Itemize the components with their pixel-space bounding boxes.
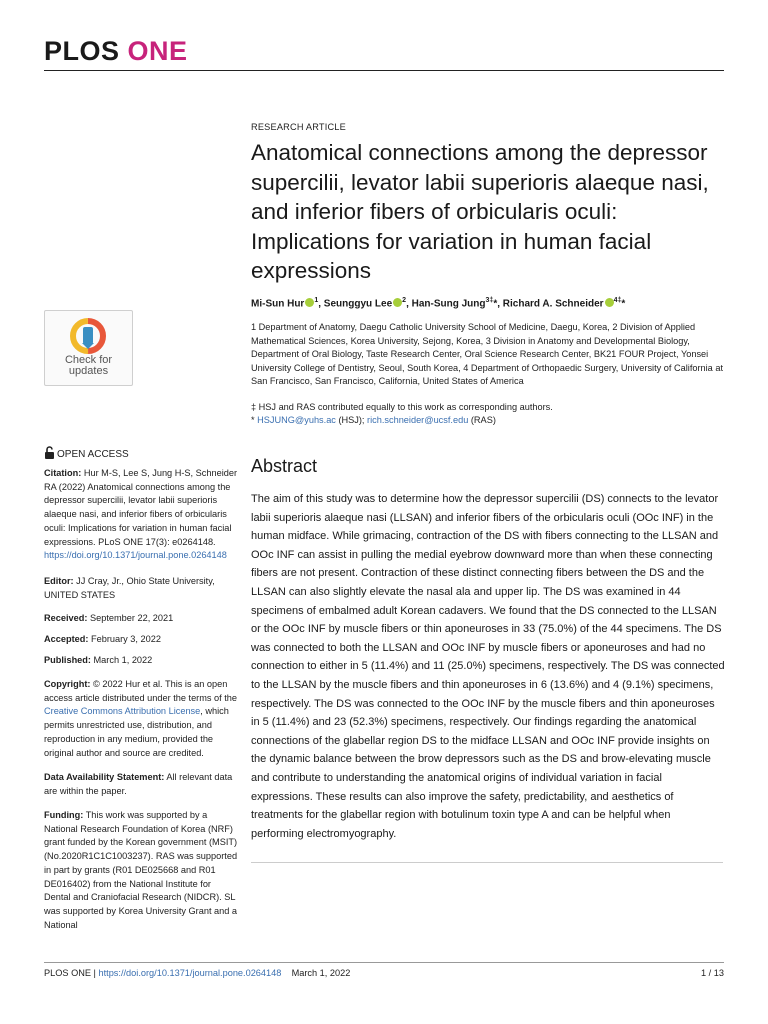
journal-logo-plos: PLOS bbox=[44, 36, 120, 66]
editor-text: JJ Cray, Jr., Ohio State University, UNITED STATES bbox=[44, 576, 215, 600]
abstract-divider bbox=[251, 862, 723, 863]
article-type: RESEARCH ARTICLE bbox=[251, 122, 346, 132]
copyright-label: Copyright: bbox=[44, 679, 91, 689]
check-for-updates-label bbox=[45, 355, 132, 377]
equal-contribution-note: ‡ HSJ and RAS contributed equally to this work as corresponding authors. bbox=[251, 402, 553, 412]
check-for-updates-icon bbox=[69, 317, 107, 355]
corresp-star: * bbox=[251, 415, 255, 425]
citation-label: Citation: bbox=[44, 468, 82, 478]
editor-block bbox=[44, 575, 240, 602]
page-number: 1 / 13 bbox=[701, 968, 724, 978]
author-affiliation-marker: 2 bbox=[402, 297, 407, 304]
received-label: Received: bbox=[44, 613, 88, 623]
orcid-icon[interactable] bbox=[393, 298, 402, 307]
data-availability-text: All relevant data are within the paper. bbox=[44, 772, 233, 796]
open-access-row bbox=[44, 446, 129, 460]
author-corresponding-marker: * bbox=[621, 298, 626, 310]
footer-separator: | bbox=[90, 968, 99, 978]
creative-commons-link[interactable]: Creative Commons Attribution License bbox=[44, 706, 201, 717]
author-name[interactable]: Seunggyu Lee bbox=[323, 298, 393, 310]
received-date: September 22, 2021 bbox=[89, 613, 174, 623]
open-lock-icon bbox=[44, 446, 55, 460]
abstract-heading: Abstract bbox=[251, 456, 318, 476]
check-for-updates-line1: Check for bbox=[64, 354, 113, 366]
accepted-label: Accepted: bbox=[44, 634, 89, 644]
copyright-block bbox=[44, 678, 240, 760]
check-for-updates-line2: updates bbox=[68, 365, 109, 377]
footer-journal: PLOS ONE bbox=[44, 968, 91, 978]
affiliations: 1 Department of Anatomy, Daegu Catholic University School of Medicine, Daegu, Korea, 2 Division of Applied Mathematical Sciences, Korea University, Sejong, Korea, 3 Division in Anatomy and Developmental Biology, Department of Oral Biology, Taste Research Center, Oral Science Research Center, BK21 FOUR Project, Yonsei University College of Dentistry, Seoul, South Korea, 4 Department of Orthopaedic Surgery, University of California at San Francisco, San Francisco, California, United States of America bbox=[251, 322, 724, 387]
email-link-ras[interactable]: rich.schneider@ucsf.edu bbox=[367, 415, 469, 425]
author-affiliation-marker: 3‡ bbox=[485, 297, 494, 304]
email-link-hsj[interactable]: HSJUNG@yuhs.ac bbox=[257, 415, 336, 425]
copyright-text-2: , which permits unrestricted use, distribution, and reproduction in any medium, provided the original author and source are credited. bbox=[44, 706, 229, 758]
accepted-date: February 3, 2022 bbox=[90, 634, 161, 644]
copyright-text-1: © 2022 Hur et al. This is an open access article distributed under the terms of the bbox=[44, 679, 238, 703]
accepted-block bbox=[44, 633, 240, 647]
footer-citation bbox=[44, 968, 350, 978]
journal-logo[interactable] bbox=[44, 36, 188, 67]
author-name[interactable]: Han-Sung Jung bbox=[411, 298, 486, 310]
author-name[interactable]: Mi-Sun Hur bbox=[251, 298, 305, 310]
data-availability-block bbox=[44, 771, 240, 798]
published-block bbox=[44, 654, 240, 668]
abstract-body: The aim of this study was to determine how the depressor supercilii (DS) connects to the levator labii superioris alaeque nasi (LLSAN) and inferior fibers of the orbicularis oculi (OOc INF) in the human midface. While grimacing, contraction of the DS with fibers connecting to the LLSAN and OOc INF can assist in pulling the medial eyebrow downward more than when these connecting fibers are not present. Contraction of these distinct connecting fibers between the DS and the LLSAN can also slightly elevate the nasal ala and upper lip. The DS was examined in 44 specimens of embalmed adult Korean cadavers. We found that the DS connected to the LLSAN or the OOc INF by muscle fibers or thin aponeuroses in 33 (75.0%) of the 44 specimens. The DS was connected to both the LLSAN and OOc INF by muscle fibers or aponeuroses and had no connection to either in 5 (11.4%) and 11 (25.0%) specimens, respectively. The DS was connected to the LLSAN by the muscle fibers and thin aponeuroses in 6 (13.6%) and 4 (9.1%) specimens, respectively. The DS was connected to the OOc INF by the muscle fibers and thin aponeuroses in 5 (11.4%) and 23 (52.3%) specimens, respectively. Our findings regarding the anatomical connections of the glabellar region DS to the midface LLSAN and OOc INF provide insights on the dynamic balance between the brow depressors such as the DS and brow-elevating muscle and contribute to understanding the anatomical origins of individual variation in facial expressions. These results can also improve the safety, predictability, and aesthetics of treatments for the glabellar region with botulinum toxin type A and can be helpful when performing electromyography. bbox=[251, 493, 725, 840]
citation-text: Hur M-S, Lee S, Jung H-S, Schneider RA (2022) Anatomical connections among the depressor supercilii, levator labii superioris alaeque nasi, and inferior fibers of orbicularis oculi: Implications for variation in human facial expressions. PLoS ONE 17(3): e0264148. bbox=[44, 468, 238, 547]
citation-block bbox=[44, 467, 240, 563]
check-for-updates-badge[interactable] bbox=[44, 310, 133, 386]
author-separator: , bbox=[406, 298, 412, 310]
footer-divider bbox=[44, 962, 724, 963]
funding-text: This work was supported by a National Research Foundation of Korea (NRF) grant funded by the Korean government (MSIT) (No.2020R1C1C1003237). RAS was supported in part by grants (R01 DE025668 and R01 DE016402) from the National Institute for Dental and Craniofacial Research (NIDCR). SL was supported by Korea University Grant and a National bbox=[44, 810, 238, 930]
author-separator: , bbox=[318, 298, 324, 310]
author-list bbox=[251, 297, 625, 309]
header-divider bbox=[44, 70, 724, 71]
editor-label: Editor: bbox=[44, 576, 74, 586]
corresponding-emails bbox=[251, 414, 729, 428]
citation-doi-link[interactable]: https://doi.org/10.1371/journal.pone.0264148 bbox=[44, 550, 227, 561]
author-corresponding-marker: * bbox=[493, 298, 498, 310]
corresp-tag-ras: (RAS) bbox=[468, 415, 496, 425]
received-block bbox=[44, 612, 240, 626]
article-title: Anatomical connections among the depressor supercilii, levator labii superioris alaeque nasi, and inferior fibers of orbicularis oculi: Implications for variation in human facial expressions bbox=[251, 140, 709, 283]
journal-logo-one: ONE bbox=[127, 36, 188, 66]
footer-doi-link[interactable]: https://doi.org/10.1371/journal.pone.0264148 bbox=[98, 968, 282, 978]
funding-label: Funding: bbox=[44, 810, 84, 820]
orcid-icon[interactable] bbox=[605, 298, 614, 307]
open-access-label: OPEN ACCESS bbox=[57, 449, 129, 460]
data-availability-label: Data Availability Statement: bbox=[44, 772, 165, 782]
author-separator: , bbox=[497, 298, 503, 310]
published-label: Published: bbox=[44, 655, 91, 665]
footer-date: March 1, 2022 bbox=[291, 968, 351, 978]
corresp-tag-hsj: (HSJ); bbox=[335, 415, 368, 425]
author-affiliation-marker: 4‡ bbox=[613, 297, 622, 304]
published-date: March 1, 2022 bbox=[93, 655, 153, 665]
author-affiliation-marker: 1 bbox=[314, 297, 319, 304]
author-name[interactable]: Richard A. Schneider bbox=[502, 298, 604, 310]
funding-block bbox=[44, 809, 240, 932]
orcid-icon[interactable] bbox=[305, 298, 314, 307]
